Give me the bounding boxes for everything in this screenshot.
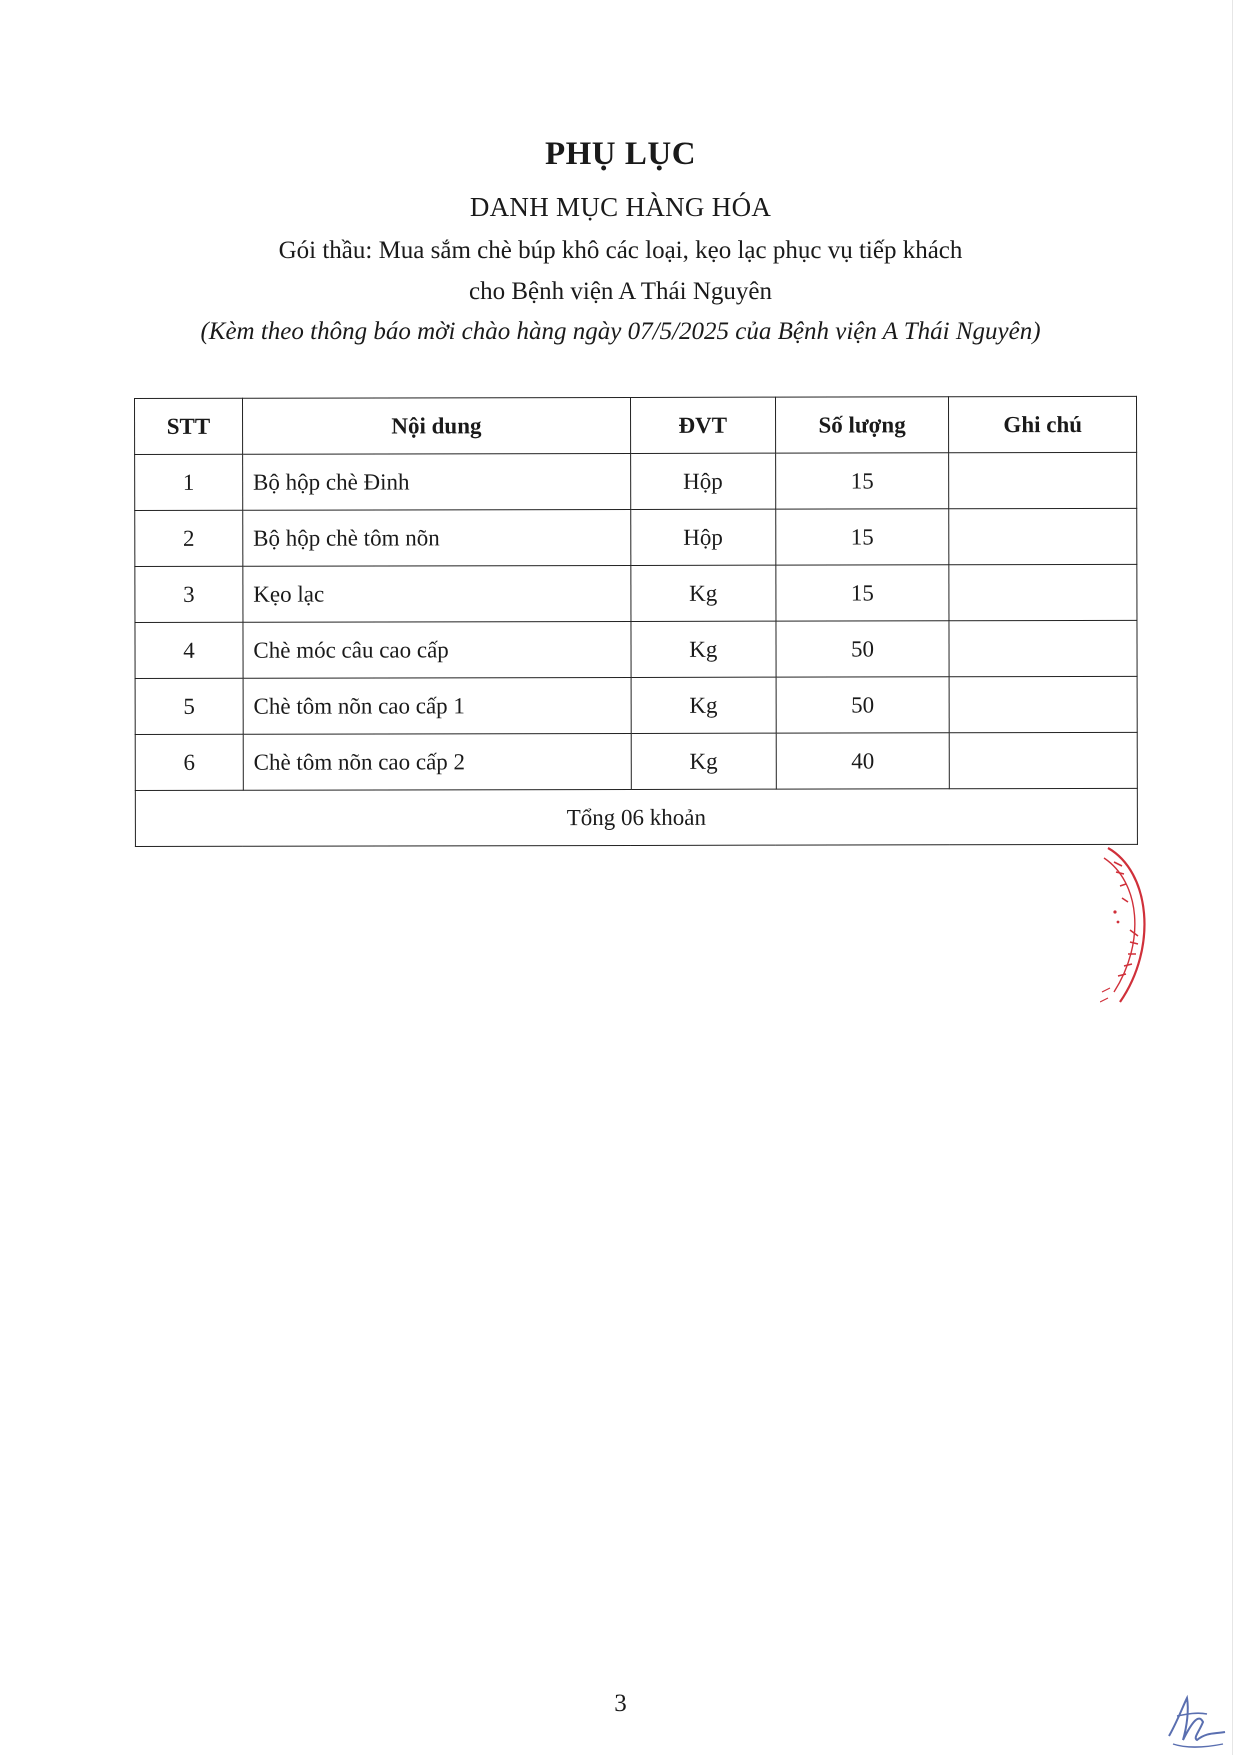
cell-content: Bộ hộp chè Đinh <box>242 453 630 510</box>
cell-quantity: 40 <box>776 733 950 789</box>
cell-note <box>949 508 1137 564</box>
cell-stt: 2 <box>135 510 243 566</box>
table-header-row <box>135 396 1137 454</box>
header-stt: STT <box>135 398 243 454</box>
cell-unit: Kg <box>631 733 776 789</box>
cell-content: Bộ hộp chè tôm nõn <box>243 509 631 566</box>
cell-note <box>949 564 1137 620</box>
package-line-2: cho Bệnh viện A Thái Nguyên <box>469 278 772 305</box>
cell-content: Chè tôm nõn cao cấp 1 <box>243 677 631 734</box>
table-row <box>135 676 1137 734</box>
table-total-row <box>135 788 1137 846</box>
total-cell: Tổng 06 khoản <box>135 788 1137 846</box>
cell-content: Chè tôm nõn cao cấp 2 <box>243 733 631 790</box>
header-unit: ĐVT <box>630 397 775 453</box>
cell-quantity: 50 <box>776 677 950 733</box>
cell-stt: 6 <box>135 734 243 790</box>
table-row <box>135 564 1137 622</box>
attached-note: (Kèm theo thông báo mời chào hàng ngày 07/5/2025 của Bệnh viện A Thái Nguyên) <box>200 318 1041 345</box>
cell-stt: 1 <box>135 454 243 510</box>
cell-unit: Kg <box>631 621 776 677</box>
header-quantity: Số lượng <box>775 397 949 453</box>
header-note: Ghi chú <box>949 396 1137 452</box>
cell-note <box>949 452 1137 508</box>
cell-note <box>950 732 1138 788</box>
cell-unit: Hộp <box>631 509 776 565</box>
cell-quantity: 15 <box>775 453 949 509</box>
table-row <box>135 620 1137 678</box>
cell-unit: Kg <box>631 677 776 733</box>
cell-quantity: 50 <box>776 621 950 677</box>
cell-note <box>949 676 1137 732</box>
cell-unit: Hộp <box>631 453 776 509</box>
package-line-1: Gói thầu: Mua sắm chè búp khô các loại, kẹo lạc phục vụ tiếp khách <box>278 237 963 264</box>
cell-unit: Kg <box>631 565 776 621</box>
goods-table <box>134 396 1138 847</box>
seal-stamp-icon <box>1100 842 1160 1012</box>
cell-quantity: 15 <box>775 509 949 565</box>
cell-note <box>949 620 1137 676</box>
cell-content: Kẹo lạc <box>243 565 631 622</box>
cell-stt: 5 <box>135 678 243 734</box>
table-row <box>135 732 1137 790</box>
header-content: Nội dung <box>242 397 630 454</box>
cell-content: Chè móc câu cao cấp <box>243 621 631 678</box>
cell-stt: 4 <box>135 622 243 678</box>
table-row <box>135 452 1137 510</box>
cell-quantity: 15 <box>776 565 950 621</box>
table-row <box>135 508 1137 566</box>
cell-stt: 3 <box>135 566 243 622</box>
document-subtitle: DANH MỤC HÀNG HÓA <box>469 192 772 222</box>
page-number: 3 <box>614 1690 627 1717</box>
document-title: PHỤ LỤC <box>544 136 697 172</box>
